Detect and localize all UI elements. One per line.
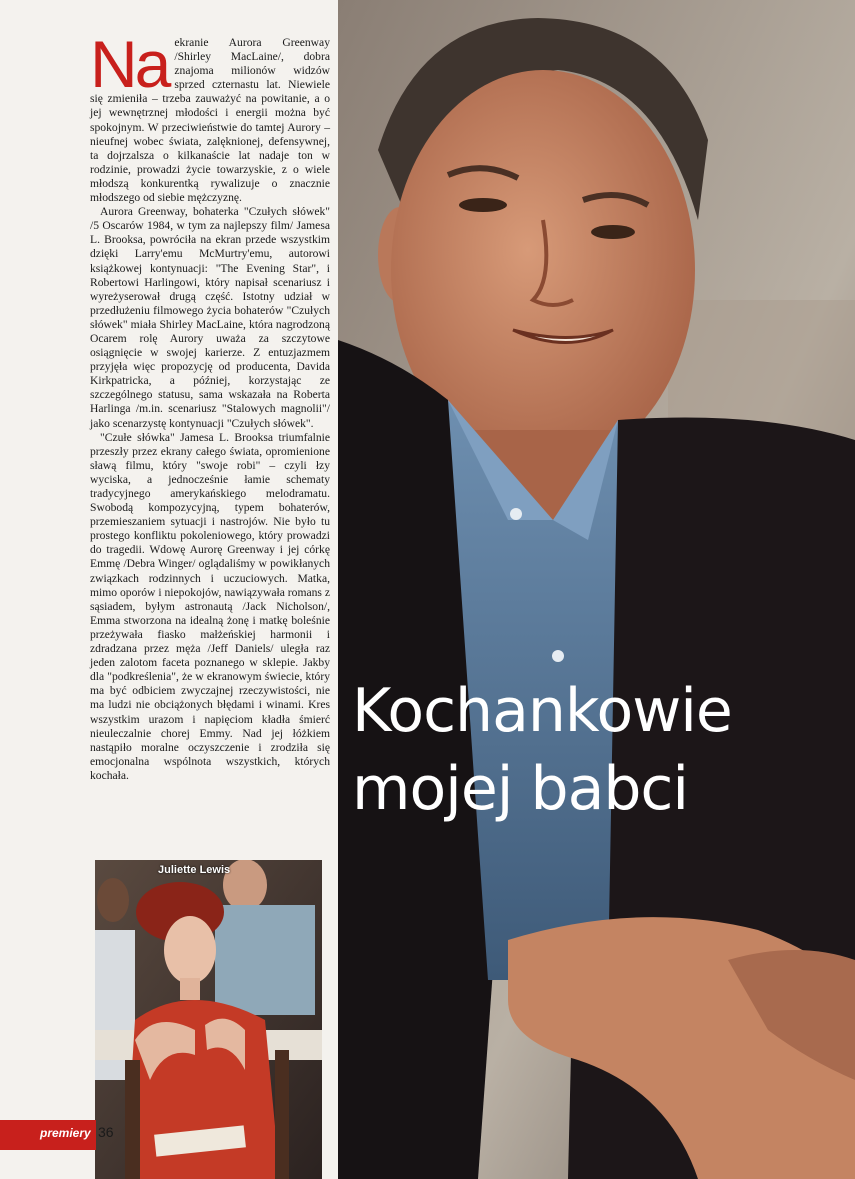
article-body: [90, 27, 330, 783]
article-headline: [352, 672, 852, 828]
magazine-brand: premiery: [40, 1126, 91, 1140]
page-number: 36: [98, 1124, 114, 1140]
photo-caption: Juliette Lewis: [158, 864, 231, 876]
article-paragraph: Na ekranie Aurora Greenway /Shirley MacLaine/, dobra znajoma milionów widzów sprzed czternastu lat. Niewiele się zmieniła – trzeba zauważyć na powitanie, a o jej wewnętrznej młodości i energii można być spokojnym. W przeciwieństwie do tamtej Aurory – nieufnej wobec świata, zalęknionej, defensywnej, ta dojrzalsza o kilkanaście lat nadaje ton w rodzinie, prowadzi życie towarzyskie, z o wiele młodszą konkurentką rywalizuje o znacznie młodszego od siebie mężczyznę.: [90, 27, 330, 205]
headline-line-1: Kochankowie: [352, 676, 732, 746]
drop-cap: Na: [90, 27, 169, 101]
article-paragraph: Aurora Greenway, bohaterka "Czułych słówek" /5 Oscarów 1984, w tym za najlepszy film/ Jamesa L. Brooksa, powróciła na ekran przede wszystkim dzięki Larry'emu McMurtry'emu, autorowi książkowej kontynuacji: "The Evening Star", i Robertowi Harlingowi, który napisał scenariusz i wyreżyserował drugą część. Istotny udział w przedłużeniu filmowego życia bohaterów "Czułych słówek" miała Shirley MacLaine, która nagrodzoną Ocarem rolę Aurory uważa za szczytowe osiągnięcie w swojej karierze. Z entuzjazmem przyjęła więc propozycję od producenta, Davida Kirkpatricka, a później, korzystając ze szczególnego statusu, sama wskazała na Roberta Harlinga /m.in. scenariusz "Stalowych magnolii"/ jako scenarzystę kontynuacji "Czułych słówek".: [90, 205, 330, 430]
article-paragraph: "Czułe słówka" Jamesa L. Brooksa triumfalnie przeszły przez ekrany całego świata, opromienione sławą filmu, który "swoje robi" – czyli łzy wyciska, a jednocześnie łamie schematy tradycyjnego amerykańskiego melodramatu. Swobodą kompozycyjną, typem bohaterów, przemieszaniem sytuacji i nastrojów. Nie było tu prostego konfliktu pokoleniowego, który prowadzi do tragedii. Wdowę Aurorę Greenway i jej córkę Emmę /Debra Winger/ oglądaliśmy w powikłanych związkach rodzinnych i uczuciowych. Matka, mimo oporów i niepokojów, nawiązywała romans z sąsiadem, byłym astronautą /Jack Nicholson/, Emma stworzona na idealną żonę i matkę boleśnie przeżywała fiasko małżeńskiej harmonii i zdradzana przez męża /Jeff Daniels/ uległa raz jeden zalotom faceta poznanego w sklepie. Jakby dla "podkreślenia", że w ekranowym świecie, który ma być odbiciem zwyczajnej rzeczywistości, nie ma ludzi nie obciążonych błędami i winami. Kres wszystkim urazom i napięciom kładła śmierć nieuleczalnie chorej Emmy. Nad jej łóżkiem nastąpiło moralne oczyszczenie i zrodziła się emocjonalna wspólnota wszystkich, których kochała.: [90, 430, 330, 782]
headline-line-2: mojej babci: [352, 754, 689, 824]
juliette-lewis-photo: [95, 860, 322, 1179]
main-portrait-photo: [338, 0, 855, 1179]
